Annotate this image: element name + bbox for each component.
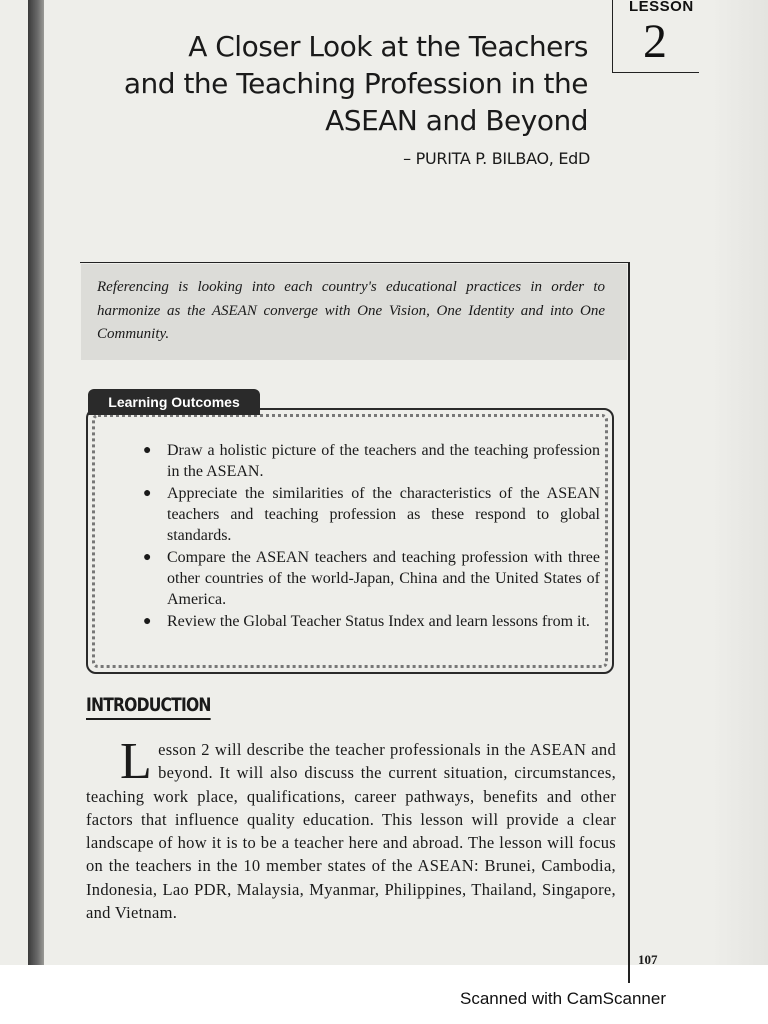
quote-text: Referencing is looking into each country's educational practices in order to harmonize as the ASEAN converge with One Vision, One Identity and into One Community. — [97, 279, 605, 342]
list-item-text: Compare the ASEAN teachers and teaching profession with three other countries of the world-Japan, China and the United States of America. — [167, 549, 600, 608]
learning-outcomes-heading: Learning Outcomes — [88, 389, 260, 415]
bullet-icon: ● — [143, 443, 152, 458]
list-item-text: Appreciate the similarities of the characteristics of the ASEAN teachers and teaching profession as these respond to global standards. — [167, 485, 600, 544]
list-item — [138, 483, 600, 546]
page-edge-shadow — [712, 0, 768, 965]
list-item-text: Review the Global Teacher Status Index and learn lessons from it. — [167, 613, 590, 630]
lesson-number: 2 — [643, 15, 667, 68]
list-item — [138, 611, 600, 632]
bullet-icon: ● — [143, 550, 152, 565]
book-spine — [28, 0, 44, 965]
lesson-label: LESSON — [629, 0, 694, 15]
lesson-marker — [612, 0, 699, 73]
quote-box — [81, 264, 627, 360]
introduction-heading: INTRODUCTION — [86, 694, 211, 720]
title-line: and the Teaching Profession in the — [123, 67, 588, 100]
bullet-icon: ● — [143, 486, 152, 501]
introduction-text: esson 2 will describe the teacher professionals in the ASEAN and beyond. It will also discuss the current situation, circumstances, teaching work place, qualifications, career pathways, benefits and other factors that influence quality education. This lesson will provide a clear landscape of how it is to be a teacher here and abroad. The lesson will focus on the teachers in the 10 member states of the ASEAN: Brunei, Cambodia, Indonesia, Lao PDR, Malaysia, Myanmar, Philippines, Thailand, Singapore, and Vietnam. — [86, 740, 616, 923]
learning-outcomes-list — [138, 440, 600, 633]
scanner-watermark: Scanned with CamScanner — [460, 989, 667, 1008]
introduction-body — [86, 733, 616, 924]
title-line: A Closer Look at the Teachers — [188, 30, 588, 63]
drop-cap: L — [120, 733, 153, 790]
list-item — [138, 440, 600, 482]
lesson-title — [108, 28, 588, 139]
author-line: – PURITA P. BILBAO, EdD — [403, 149, 590, 168]
page-number: 107 — [638, 952, 658, 967]
list-item-text: Draw a holistic picture of the teachers and the teaching profession in the ASEAN. — [167, 442, 600, 480]
title-line: ASEAN and Beyond — [325, 104, 588, 137]
bullet-icon: ● — [143, 614, 152, 629]
learning-outcomes-box — [86, 408, 614, 674]
list-item — [138, 547, 600, 610]
